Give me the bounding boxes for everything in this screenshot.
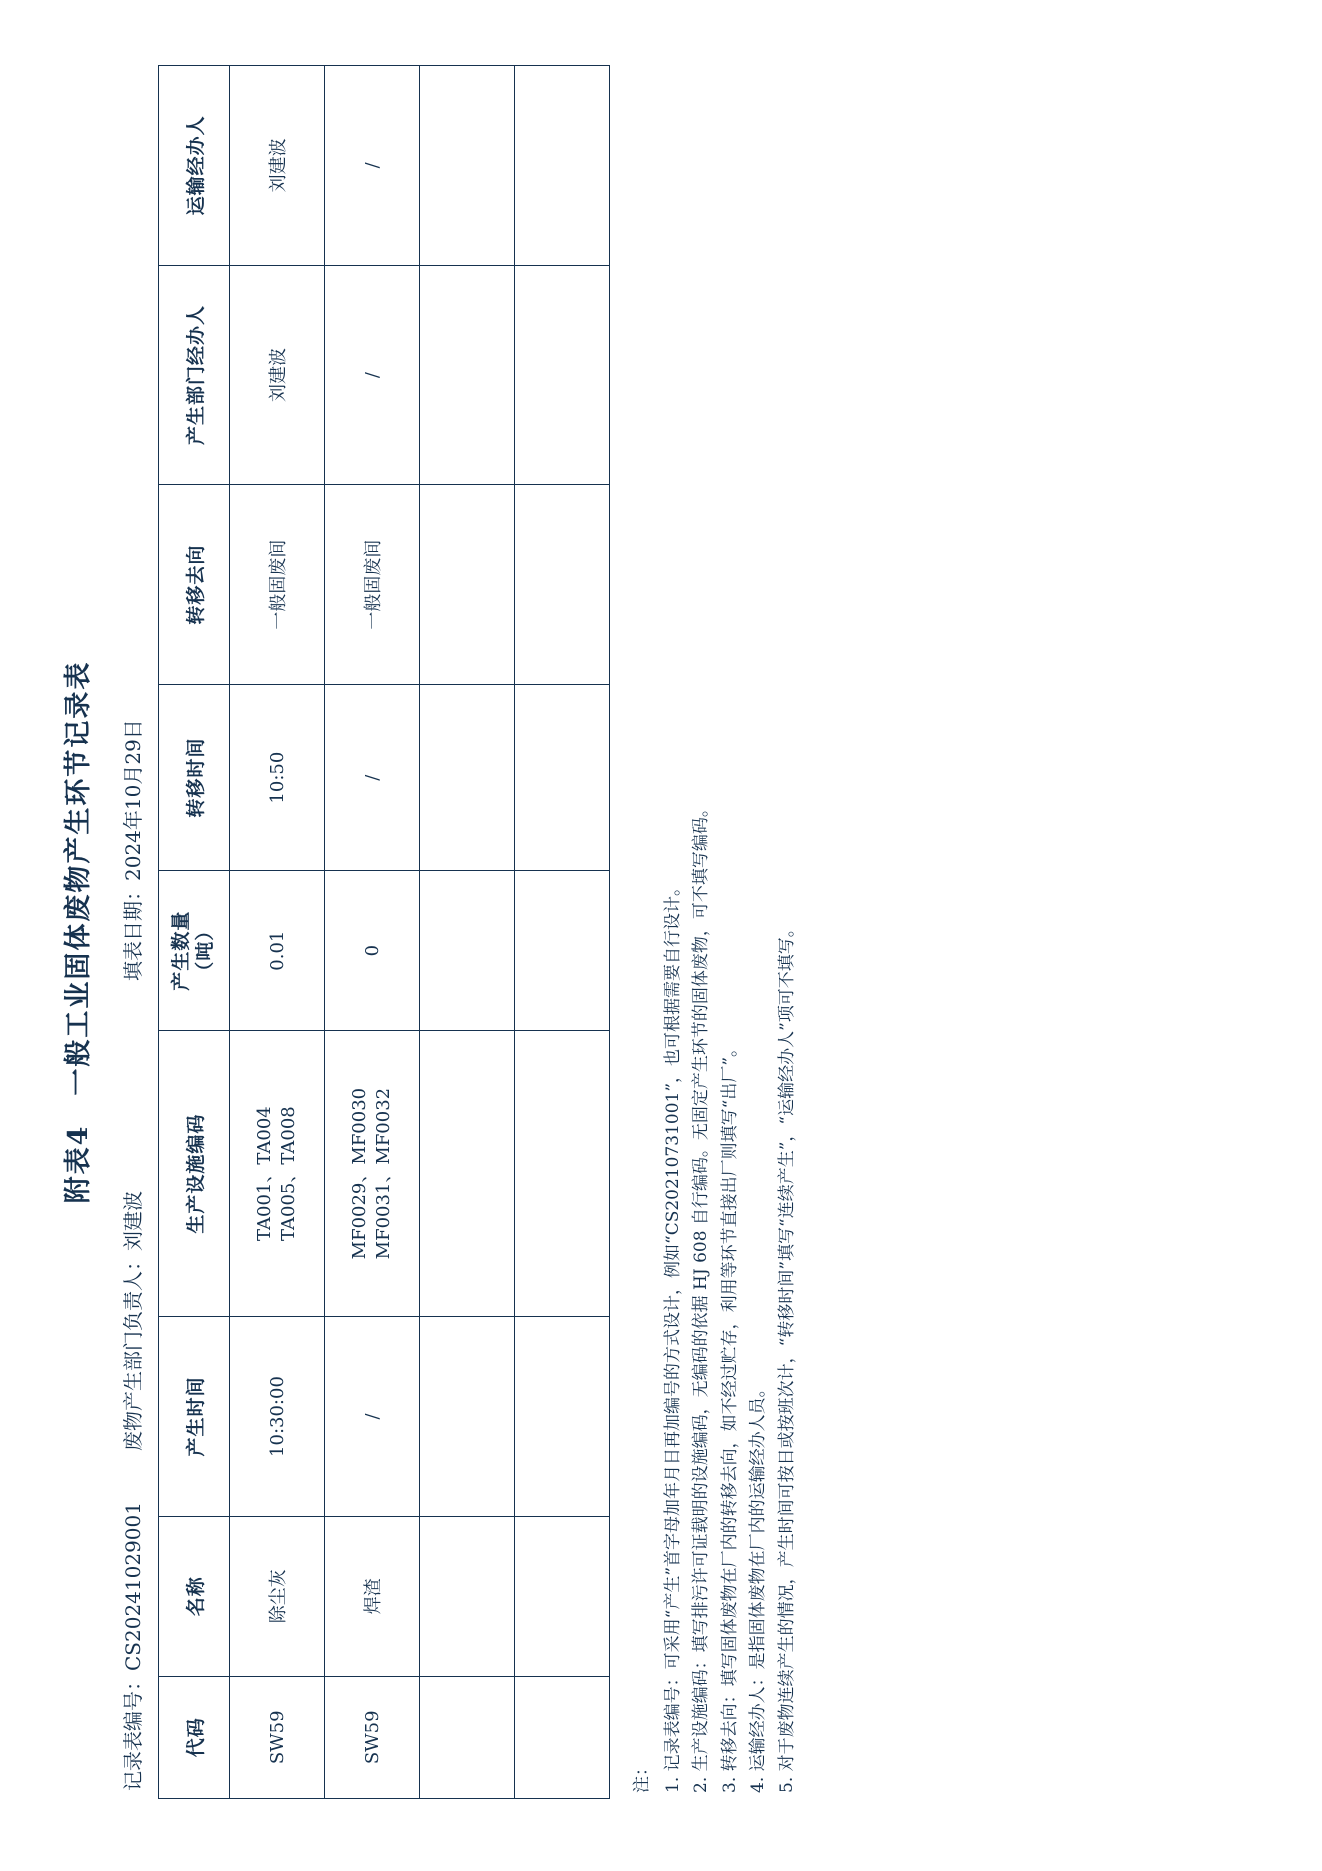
cell-facility-code — [515, 1030, 610, 1316]
cell-transfer-time — [420, 684, 515, 870]
record-number-field — [117, 1451, 146, 1791]
document-meta-row — [117, 65, 146, 1799]
fill-date-field — [117, 511, 146, 981]
cell-name: 除尘灰 — [230, 1516, 325, 1676]
cell-code — [515, 1676, 610, 1798]
note-item: 2. 生产设施编码：填写排污许可证载明的设施编码，无编码的依据 HJ 608 自行编码。无固定产生环节的固体废物，可不填写编码。 — [691, 799, 712, 1793]
waste-record-table — [158, 65, 610, 1799]
notes-title: 注： — [632, 1758, 652, 1793]
column-header-destination: 转移去向 — [159, 484, 230, 684]
note-item: 4. 运输经办人：是指固体废物在厂内的运输经办人员。 — [748, 1379, 769, 1793]
column-header-name: 名称 — [159, 1516, 230, 1676]
cell-transfer-time: 10:50 — [230, 684, 325, 870]
note-item: 3. 转移去向：填写固体废物在厂内的转移去向，如不经过贮存，利用等环节直接出厂则填写“出厂”。 — [719, 1039, 740, 1793]
table-row — [515, 65, 610, 1798]
cell-producer — [420, 265, 515, 485]
cell-destination — [420, 484, 515, 684]
table-row — [325, 65, 420, 1798]
cell-transporter: / — [325, 65, 420, 265]
column-header-code: 代码 — [159, 1676, 230, 1798]
cell-produce-time: 10:30:00 — [230, 1316, 325, 1516]
cell-code: SW59 — [325, 1676, 420, 1798]
notes-list — [659, 65, 802, 1793]
note-item: 1. 记录表编号：可采用“产生”首字母加年月日再加编号的方式设计，例如“CS20210731001”，也可根据需要自行设计。 — [662, 878, 683, 1793]
facility-code-line1: MF0029、MF0030 — [348, 1087, 370, 1259]
department-head-field — [117, 981, 146, 1451]
cell-produce-time — [515, 1316, 610, 1516]
table-header-row — [159, 65, 230, 1798]
cell-produce-time: / — [325, 1316, 420, 1516]
cell-code: SW59 — [230, 1676, 325, 1798]
cell-facility-code — [420, 1030, 515, 1316]
cell-quantity — [515, 870, 610, 1030]
notes-section — [628, 65, 801, 1799]
cell-code — [420, 1676, 515, 1798]
facility-code-line2: MF0031、MF0032 — [373, 1087, 394, 1259]
cell-transfer-time — [515, 684, 610, 870]
cell-transporter — [515, 65, 610, 265]
column-header-producer: 产生部门经办人 — [159, 265, 230, 485]
cell-producer — [515, 265, 610, 485]
cell-transporter: 刘建波 — [230, 65, 325, 265]
cell-destination: 一般固废间 — [230, 484, 325, 684]
note-item: 5. 对于废物连续产生的情况，产生时间可按日或按班次计，“转移时间”填写“连续产生”，“运输经办人”项可不填写。 — [776, 919, 797, 1793]
quantity-header-line2: （吨） — [194, 920, 216, 981]
cell-facility-code — [230, 1030, 325, 1316]
cell-destination: 一般固废间 — [325, 484, 420, 684]
cell-produce-time — [420, 1316, 515, 1516]
column-header-produce-time: 产生时间 — [159, 1316, 230, 1516]
column-header-quantity — [159, 870, 230, 1030]
scanned-document-page — [16, 21, 1306, 1851]
cell-name — [420, 1516, 515, 1676]
facility-code-line2: TA005、TA008 — [278, 1105, 299, 1241]
cell-transporter — [420, 65, 515, 265]
cell-producer: / — [325, 265, 420, 485]
facility-code-line1: TA001、TA004 — [253, 1105, 275, 1241]
column-header-facility-code: 生产设施编码 — [159, 1030, 230, 1316]
table-row — [230, 65, 325, 1798]
column-header-transfer-time: 转移时间 — [159, 684, 230, 870]
cell-name: 焊渣 — [325, 1516, 420, 1676]
cell-producer: 刘建波 — [230, 265, 325, 485]
cell-name — [515, 1516, 610, 1676]
cell-destination — [515, 484, 610, 684]
department-head-label: 废物产生部门负责人： — [121, 1250, 145, 1451]
column-header-transporter: 运输经办人 — [159, 65, 230, 265]
table-row — [420, 65, 515, 1798]
fill-date-value: 2024年10月29日 — [121, 718, 145, 881]
quantity-header-line1: 产生数量 — [170, 910, 193, 991]
record-number-label: 记录表编号： — [121, 1670, 145, 1791]
cell-quantity: 0 — [325, 870, 420, 1030]
document-body — [16, 21, 1306, 1851]
cell-facility-code — [325, 1030, 420, 1316]
department-head-value: 刘建波 — [121, 1190, 145, 1251]
cell-quantity: 0.01 — [230, 870, 325, 1030]
fill-date-label: 填表日期： — [121, 880, 145, 981]
cell-transfer-time: / — [325, 684, 420, 870]
page-title: 附表4 一般工业固体废物产生环节记录表 — [63, 660, 94, 1203]
record-number-value: CS20241029001 — [121, 1501, 145, 1671]
cell-quantity — [420, 870, 515, 1030]
